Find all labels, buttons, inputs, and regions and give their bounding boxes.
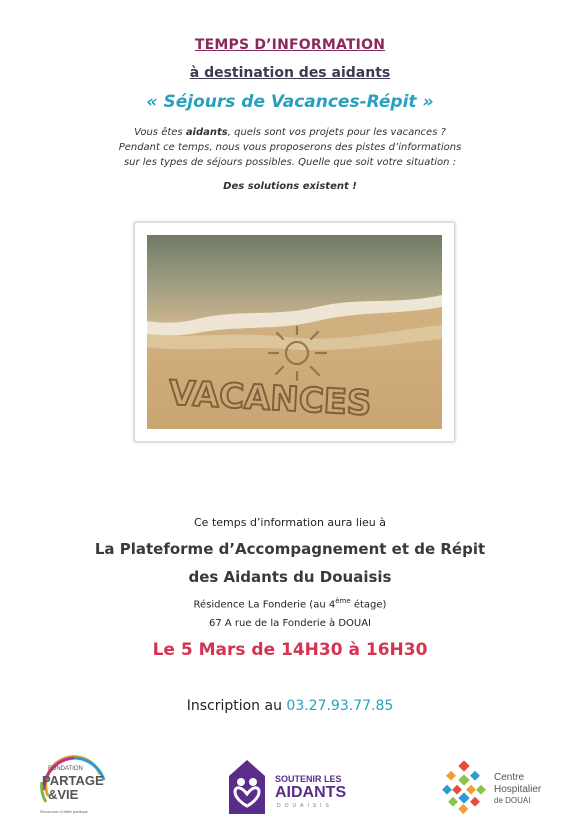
page-title: « Séjours de Vacances-Répit » [146, 92, 434, 112]
intro-paragraph [0, 125, 580, 170]
ch-line2: Hospitalier [494, 784, 542, 795]
venue-name-line2: des Aidants du Douaisis [188, 568, 392, 586]
ch-line3: de DOUAI [494, 796, 531, 805]
header-line1: TEMPS D’INFORMATION [194, 37, 386, 53]
venue-name-line1: La Plateforme d’Accompagnement et de Répit [94, 540, 486, 558]
solutions-text: Des solutions existent ! [223, 181, 357, 192]
partage-vie-logo [38, 752, 110, 818]
house-heart-icon [225, 758, 269, 816]
partage-vie-line3: &VIE [48, 787, 79, 802]
beach-photo [134, 222, 455, 442]
registration-line [0, 698, 580, 714]
soutenir-line1: SOUTENIR LES [275, 774, 342, 784]
intro-line2: Pendant ce temps, nous vous proposerons des pistes d’informations [118, 142, 462, 153]
partage-vie-tagline: Reconnue d’utilité publique [40, 809, 89, 814]
intro-line1: Vous êtes aidants, quels sont vos projets pour les vacances ? [134, 127, 446, 138]
venue-residence: Résidence La Fonderie (au 4ème étage) [193, 597, 387, 611]
venue-address: 67 A rue de la Fonderie à DOUAI [208, 618, 372, 629]
soutenir-line2: AIDANTS [275, 784, 347, 801]
beach-illustration [147, 235, 442, 429]
header-line2: à destination des aidants [189, 65, 391, 81]
soutenir-aidants-logo [225, 758, 357, 818]
ch-line1: Centre [494, 772, 525, 783]
sand-text: VACANCES [167, 373, 373, 424]
partage-vie-line1: FONDATION [48, 766, 83, 772]
ch-mosaic-icon [440, 760, 490, 814]
venue-intro: Ce temps d’information aura lieu à [194, 516, 386, 529]
intro-aidants-bold: aidants [185, 127, 228, 138]
ch-douai-logo [440, 760, 560, 814]
registration-label: Inscription au [186, 698, 287, 714]
phone-number[interactable]: 03.27.93.77.85 [286, 698, 394, 714]
soutenir-line3: DOUAISIS [277, 803, 333, 809]
event-date: Le 5 Mars de 14H30 à 16H30 [152, 640, 428, 660]
partage-vie-line2: PARTAGE [42, 773, 104, 788]
intro-line3: sur les types de séjours possibles. Quelle que soit votre situation : [123, 157, 457, 168]
